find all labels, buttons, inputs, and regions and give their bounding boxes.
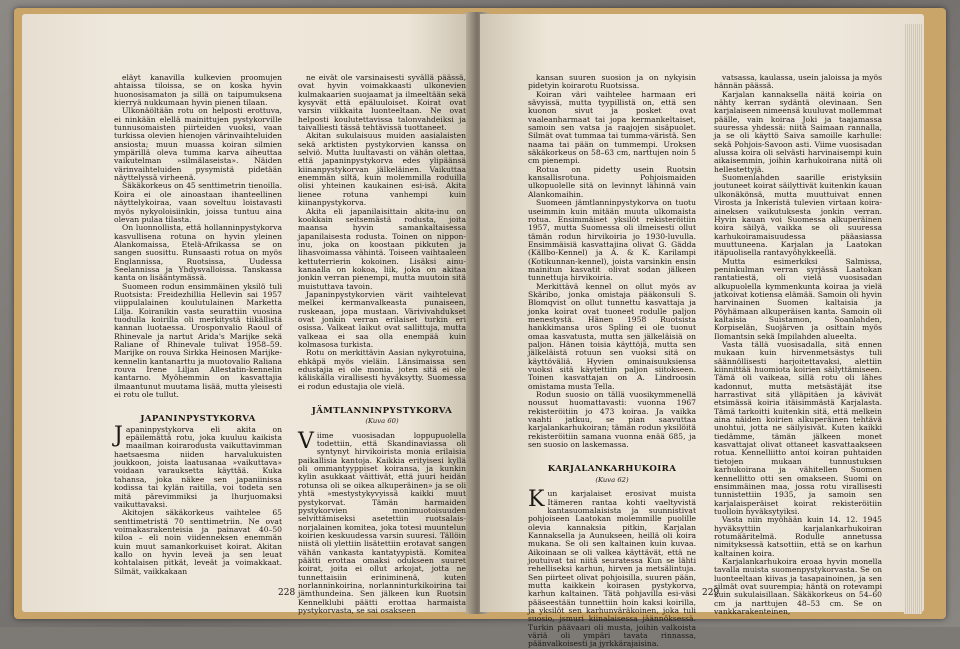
subheading-kuva-62: (Kuva 62) [595,475,629,484]
paragraph [298,208,466,291]
paragraph-text: On luonnollista, että hollanninpystykorva kasvullisena rotuna on hyvin yleinen Alankomaissa, Etelä-Afrikassa se on sangen suosittu. Runsaasti rotua on myös Englannissa, Ruotsissa, Uudessa Seelannissa ja Yhdysvalloissa. Tanskassa kanta on lisääntymässä. [114,223,282,283]
right-page-column-2 [714,74,882,616]
paragraph-text: Rotu on merkittävin Aasian nykyrotuina, ehkäpä myös vieläin. Länsimaissa sen edustajia ei ole monia. joten sitä ei ole käliskälla virallisesti hyväksytty. Suomessa ei rodun edustajia ole vielä. [298,348,466,391]
paragraph-text: vatsassa, kaulassa, usein jaloissa ja myös hännän päässä. [714,73,882,91]
page-number-left: 228 [278,588,296,598]
paragraph-text: eläyt kanavilla kulkevien proomujen ahtaissa tiloissa, se on koska hyvin huonosisamaton ja sillä on taipumuksena kierryä nukkumaan hyvin pienen tilaan. [114,73,282,108]
paragraph [528,74,696,91]
paragraph [528,391,696,449]
paragraph-text: Vasta tällä vuosisadalla, sitä ennen mukaan kuin hirvenmetsästys tuli säännöllisesti harjoitettavaksi, alettiin kiinnittää huomiota koirien säilyttämiseen. Tämä oli vaikeaa, sillä rotu oli lähes kadonnut, mutta metsästäjät itse harrastivat sitä ylläpitäen ja kävivät etsimässä koiria itäisimmästä Karjalasta. Tämä tarkoitti kuitenkin sitä, että melkein aina näiden koirien alkuperäinen tehtävä unohtui, jotta ne säilyisivät. Kuten kaikki tiedämme, tämän jälkeen monet kasvattajat olivat ottaneet kasvattaakseen rotua. Kennelliitto antoi koiran puhtaiden tietojen mukaan tunnustuksen karhukoirana ja vähitellen Suomen kennellitto otti sen omakseen. Suomi on ensimmäinen maa, jossa rotu virallisesti tunnistettiin 1935, ja samoin sen karjalaisperäiset koirat rekisteröitiin tuolloin hyväksytyiksi. [714,340,882,516]
paragraph [114,509,282,576]
paragraph-text: Vasta niin myöhään kuin 14. 12. 1945 hyväksyttiin karjalankarhukoiran rotumääritelmä. Rodulle annetussa nimityksessä katsottiin, että se on karhun kaltainen koira. [714,515,882,558]
paragraph-text: Säkäkorkeus on 45 senttimetrin tienoilla. Koira ei ole ainoastaan ihanteellinen näyttelykoiraa, vaan soveltuu loistavasti myös nykyoloisiinkin, joissa tuntuu aina olevan pulaa tilasta. [114,181,282,224]
paragraph-text: Rotua on pidetty usein Ruotsin kansallisrotuna. Pohjoismaiden ulkopuolelle sitä on levinnyt lähinnä vain Alankomaihin. [528,164,696,199]
paragraph-text: Akita eli japanilaisittain akita-inu on kookkain seitsemästä rodusta, joita maansa hyvin samankaltaisessa japanilaisesta rodusta. Toinen on nippon-inu, joka on koostaan pikkuten ja lihasvoimassa vähintä. Toiseen vaihtaaleen kettuterrierin kokoinen. Lisäksi ainu-kanaalla on kokoa, liik, joka on akitaa jonkin verran pienempi, mutta muutoin sitä muistuttava tavoin. [298,206,466,291]
paragraph [114,74,282,107]
heading-karjalankarhukoira: KARJALANKARHUKOIRA [547,464,677,475]
paragraph [714,91,882,174]
drop-cap: J [114,422,123,448]
heading-jamtlanninpystykorva: JÄMTLANNINPYSTYKORVA [311,406,453,417]
paragraph-text: Ulkonäöltään rotu on helposti erottuva, ei ninkään elellä mainittujen pystykorville tunnusomaisten piirteiden vuoksi, vaan turkissa olevien hienojen värinvaihteluiden ansiosta; muun muassa koiran silmien ympärillä oleva tumma karva aiheuttaa vaikutelman »silmälaseista». Näiden värinvaihteluiden pysymistä pidetään näyttelyssä virheenä. [114,106,282,183]
left-col1-body [114,74,282,399]
paragraph [114,283,282,400]
left-col1-section-body [114,422,282,576]
open-book [14,8,946,649]
left-page-column-2 [298,74,466,615]
paragraph [714,174,882,257]
paragraph [714,74,882,91]
paragraph-text: kansan suuren suosion ja on nykyisin pidetyin koirarotu Ruotsissa. [528,73,696,91]
paragraph-text: Rodun suosio on tällä vuosikymmenellä noussut huomattavasti: vuonna 1967 rekisteröitiin jo 473 koiraa. Ja vaikka vaahti jatkuu, se pian saavuttaa karjalankarhukoiran; tämän rodun yksilöitä rekisteröitiin samana vuonna enää 685, ja sen suosio on laskemassa. [528,390,696,450]
paragraph [114,422,282,509]
paragraph [114,224,282,282]
paragraph [298,428,466,616]
left-col2-body [298,74,466,391]
paragraph [298,349,466,391]
right-col1-section-body [528,487,696,649]
paragraph-text: Mutta esimerkiksi Salmissa, peninkulman verran syrjässä Laatokan rantatiestä, oli vielä vuosisadan alkupuolella kymmenkunta koiraa ja vielä jatkoivat kotiensa elämää. Samoin oli hyvin harvinainen Suomen kaltaisia ja Pöyhämaan alkuperäisen kanta. Samoin oli kaltaisia Suistamon, Soanlahden, Korpiselän, Suojärven ja osittain myös Ilomantsin sekä Impilahden alueelta. [714,256,882,341]
paragraph-text: apaninpystykorva eli akita on epäilemättä rotu, joka kuuluu kaikista maailman koirarodusta vaikuttavimman haetsaesma niiden harvalukuisten joukkoon, joista laatusanaa »vaikuttava» voidaan varauksetta käyttää. Kuka tahansa, joka näkee sen japaniinissa kodissa tai kylän raitilla, voi todeta sen mitä pärevimmiksi ja lhurjuomaksi vaikuttavaksi. [114,424,282,509]
left-page-column-1 [114,74,282,576]
paragraph [114,182,282,224]
drop-cap: K [528,487,545,513]
paragraph [528,283,696,391]
page-number-right: 229 [702,588,720,598]
subheading-kuva-60: (Kuva 60) [365,417,399,426]
paragraph-text: Japaninpystykorvien värit vaihtelevat melkei kermanvalkeasta punaiseen, ruskeaan, jopa mustaan. Värivivahdukset ovat jonkin verran erilaiset turkin eri osissa. Valkeat laikut ovat sallittuja, mutta valkeaa ei saa olla enempää kuin kolmasosa turkista. [298,289,466,349]
paragraph [298,291,466,349]
paragraph [714,558,882,616]
paragraph [528,199,696,282]
paragraph-text: iime vuosisadan loppupuolella todettiin, että Skandinaviassa oli syntynyt hirvikoirista monia erilaisia paikallisia kantoja. Kaikkia erityisesi kyllä oli ommantyyppiset koiransa, ja kunkin kylin asukkaat väittivät, että juuri heidän rotunsa oli se oikea alkuperäinen» ja se oli yhtä »mestystykyvyissä kaikki muut pystykorvat. Tämän harmaiden pystykorvien monimuotoisuuden selvittämiseksi asetettiin ruotsalais-norjalainen komitea, joka totesi muuntelun koirien keskuudessa varsin suuresi. Tällöin niistä oli ylettiin lisätettiin erotavat sangen vähän vankasta kantatyypistä. Komitea päätti erottaa omaksi odukseen suuret koirat, joita ei ollut arkojat, jotta ne tunnettaisiin eriniminenä, kuten norlanninkoirina, norlanninturkikoirina tai jämthundeina. Sen jälkeen kun Ruotsin Kennelklubi päätti erottaa harmaista pystykorvasta, se sai osakseen [298,430,466,615]
drop-cap: V [298,428,314,454]
paragraph [714,341,882,516]
paragraph-text: Merkittävä kennel on ollut myös av Skäribo, jonka omistaja pääkonsuli S. Blomqvist on ollut tunnettu kasvattaja ja jonka koirat ovat tuoneet rodulle paljon menestystä. Hänen 1958 Ruotsista hankkimansa uros Spling ei ole tuonut omaa kasvatusta, mutta sen jälkeläisiä on paljon. Hänen toisia käyttöjä, mutta sen jälkeläistä rotuun sen vuoksi sitä on käyttöväliä. Hyvien ominaisuuksiensa vuoksi sitä käytettiin paljon siitokseen. Toinen kasvattajan on A. Lindroosin omistama musta Tella. [528,281,696,391]
paragraph-text: Akitan sukulaisuus muiden aasialaisten sekä arktisten pystykorvien kanssa on selviö. Mutta luultavasti on vähän olettaa, että japaninpystykorva edes ylipäänsä kiinanpystykorvan jälkeläinen. Vaikuttaa enemmän siltä, kuin molemmilla roduilla olisi yhteinen kaukainen esi-isä. Akita lienee rotuna vanhempi kuin kiinanpystykorva. [298,131,466,208]
right-page-column-1 [528,74,696,649]
paragraph-text: Akitojen säkäkorkeus vaihtelee 65 senttimetristä 70 senttimetriin. Ne ovat voimakasrakenteisia ja painavat 40–50 kiloa – eli noin viidenneksen enemmän kuin muut samankorkuiset koirat. Akitan kallo on hyvin leveä ja sen leuat kohtalaisen pitkät, leveät ja voimakkaat. Silmät, vaikkakaan [114,508,282,576]
left-page [22,14,474,615]
right-col1-body [528,74,696,449]
paragraph-text: Suomeen jämtlanninpystykorva on tuotu useimmin kuin mitään muuta ulkomaista rotua. Ensimmäiset yksilöt rekisteröitiin 1957, mutta Suomessa oli ilmeisesti ollut tämän rodun hirvikoiria jo 1930-luvulla. Ensimmäisiä kasvattajina olivat G. Gädda (Källbo-Kennel) ja A. & K. Karilampi (Kotikunnan-kennel), joista varsinkin ensin mainitun kasvatit olivat sodan jälkeen tunnettuja hirvikoiria. [528,198,696,283]
paragraph [298,74,466,132]
left-col2-section-body [298,428,466,616]
right-col2-body [714,74,882,616]
page-edges [904,24,922,614]
right-page [480,14,924,649]
heading-japaninpystykorva: JAPANINPYSTYKORVA [140,414,256,425]
paragraph-text: Suomeen rodun ensimmäinen yksilö tuli Ruotsista: Freidezhillia Hellevin sai 1957 viippulalainen koulutulainen Marketta Lilja. Koiranikin vasta seurattiin vuosina tuodulla koirilla oli merkitystä tiikällistä kannan luotaessa. Urosponvalio Raoul of Rhinevale ja nartut Arida's Marijke sekä Raliane of Rhinevale tulivat 1958–59. Marijke on rouva Sirkka Heinosen Marijke-kennelin kantanarttu ja muotovalio Raliana rouva Irene Liljan Allestatin-kennelin kantarno. Myöhemmin on kasvattajia ilmaantunut muutama lisää, mutta yleisesti ei rotu ole tullut. [114,281,282,400]
paragraph-text: Suomenlahden saarille eristyksiin joutuneet koirat säilyttivät kuitenkin kauan ulkonäkönsä, mutta muuttuivat ennen Virosta ja Inkeristä tulevien virtaan koira-aineksen vaikutuksesta jonkin verran. Hyvin kauan voi Suomessa alkuperäinen koira säilyä, vaikka se oli suuressa karhukoiramaisuudessa pääasiassa muuttuneena. Karjalan ja Laatokan itäpuolisella rantavyöhykkeellä. [714,173,882,258]
paragraph [528,487,696,649]
paragraph-text: Koiran väri vaihtelee harmaan eri sävyissä, mutta tyypillistä on, että sen kuonon sivut ja posket ovat vaaleanharmaat tai jopa kermankeltaiset, samoin sen vatsa ja raajojen sisäpuolet. Silmät ovat tummaa tai tumma-väristä. Sen naama tai pään on tummempi. Uroksen säkäkorkeus on 58–63 cm, narttujen noin 5 cm pienempi. [528,89,696,166]
paragraph-text: Karjalankarhukoira eroaa hyvin monella tavalla muista suomenpystykorvasta. Se on luonteeltaan kiivas ja tasapainoinen, ja sen silmät ovat suurempia; häntä on rotevampi kuin sukulaisillaan. Säkäkorkeus on 54–60 cm ja narttujen 48–53 cm. Se on vankkarakenteinen, [714,556,882,616]
paragraph [298,132,466,207]
paragraph [114,107,282,182]
paragraph-text: ne eivät ole varsinaisesti syvällä päässä, ovat hyvin voimakkaasti ulkonevien kulmakaarien suojaamat ja ilmeeltään sekä kysyvät että epäluuloiset. Koirat ovat varsin viikkaita luonteeltaan. Ne ovat helposti koulutettavissa talonvahdeiksi ja taivalliesti tässä tehtävissä tuottaneet. [298,73,466,133]
paragraph-text: Karjalan kannaksella näitä koiria on nähty kerran sydäntä olevinaan. Sen karjalaiseen nimeensä kuuluvat mollemmat päälle, vain koiraa Joki ja taajamassa suuressa yhdessä: niitä Saimaan rannalla, ja se oli käyttö Saiva samoille karhulle: sekä Pohjois-Savoon asti. Viime vuosisadan alussa koira oli selvästi harvinaisempi kuin aikaisemmin, joihin karhukoirana niitä oli hellestettyjä. [714,89,882,174]
paragraph [528,91,696,166]
paragraph [714,516,882,558]
paragraph [714,258,882,341]
paragraph-text: un karjalaiset erosivat muista Itämeren rantaa kohti vaeltyvistä kantasuomalaisista ja suunnistivat pohjoiseen Laatokan molemmille puolille olevia kannaksia pitkin, Karjalan Kannaksella ja Aunukseen, heillä oli koira mukana. Se oli sen kaltainen kuin kuvaa. Aikoinaan se oli valkea käyttävät, että ne joutuivat tai niitä seuratessa Kun se lähti rehelliseksi karhun, hirven ja metsälintuja. Sen piirteet olivat pohjoisilla, suuren pään, mutta kaikkein koirasen pystykorva, karhun kaltainen. Tätä pohjavilla esi-väsi pääseestään tunnettiin hoin kaksi koirilla, ja yksilöt sen karhunväräkoinen, joka tuli suosio, jsmuri kiinalaisessa jäännöksessä. Turkin päävaari oli musta, joihin valkoista väriä oli ympäri tavata rinnassa, päänvalkoisesti ja jyrkkärajaisina. [528,489,696,649]
paragraph [528,166,696,199]
